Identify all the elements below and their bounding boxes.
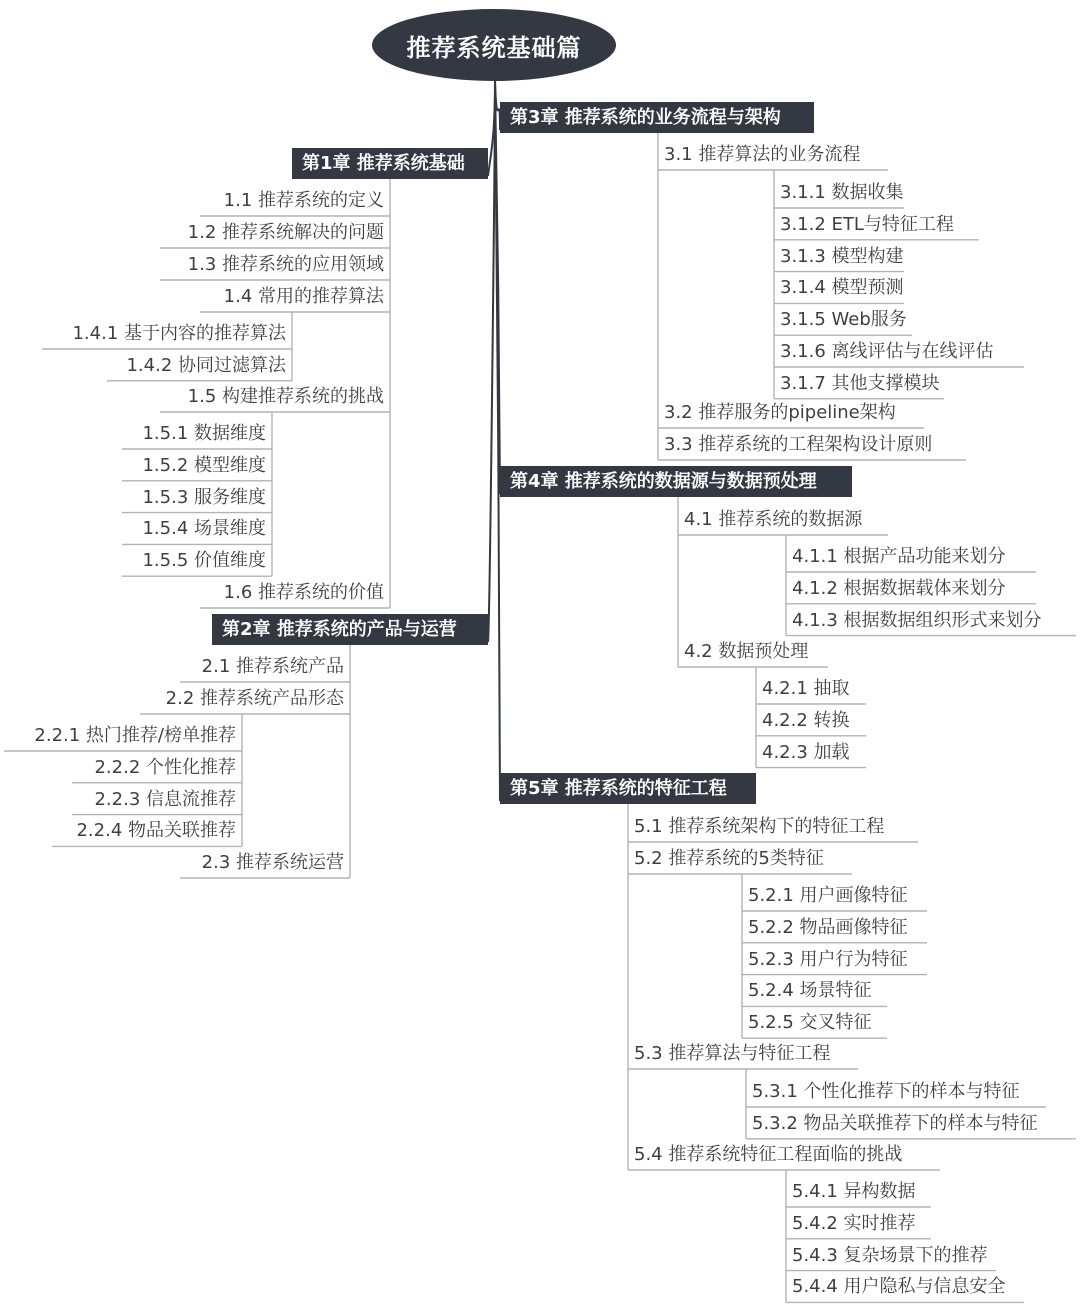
subtopic-3-1-7[interactable]: 3.1.7 其他支撑模块 bbox=[780, 372, 940, 394]
chapter-4[interactable]: 第4章 推荐系统的数据源与数据预处理 bbox=[500, 466, 852, 497]
subtopic-1-5-5[interactable]: 1.5.5 价值维度 bbox=[142, 550, 266, 572]
subtopic-4-1-3[interactable]: 4.1.3 根据数据组织形式来划分 bbox=[792, 609, 1042, 631]
subtopic-3-1-4[interactable]: 3.1.4 模型预测 bbox=[780, 277, 904, 299]
subtopic-5-4-3[interactable]: 5.4.3 复杂场景下的推荐 bbox=[792, 1244, 988, 1266]
topic-3-1[interactable]: 3.1 推荐算法的业务流程 bbox=[664, 144, 861, 165]
subtopic-2-2-3[interactable]: 2.2.3 信息流推荐 bbox=[94, 788, 236, 810]
chapter-3[interactable]: 第3章 推荐系统的业务流程与架构 bbox=[500, 102, 814, 133]
subtopic-2-2-2[interactable]: 2.2.2 个性化推荐 bbox=[94, 756, 236, 778]
subtopic-5-4-1[interactable]: 5.4.1 异构数据 bbox=[792, 1181, 916, 1202]
subtopic-5-4-2[interactable]: 5.4.2 实时推荐 bbox=[792, 1212, 916, 1234]
topic-1-1[interactable]: 1.1 推荐系统的定义 bbox=[223, 190, 384, 211]
topic-5-2[interactable]: 5.2 推荐系统的5类特征 bbox=[634, 848, 824, 869]
subtopic-5-2-4[interactable]: 5.2.4 场景特征 bbox=[748, 980, 872, 1002]
topic-1-6[interactable]: 1.6 推荐系统的价值 bbox=[223, 582, 384, 603]
subtopic-5-3-2[interactable]: 5.3.2 物品关联推荐下的样本与特征 bbox=[752, 1112, 1038, 1134]
subtopic-3-1-2[interactable]: 3.1.2 ETL与特征工程 bbox=[780, 213, 954, 235]
topic-1-3[interactable]: 1.3 推荐系统的应用领域 bbox=[187, 254, 384, 275]
subtopic-5-2-3[interactable]: 5.2.3 用户行为特征 bbox=[748, 948, 908, 970]
topic-2-2[interactable]: 2.2 推荐系统产品形态 bbox=[165, 688, 344, 709]
root-topic[interactable]: 推荐系统基础篇 bbox=[372, 9, 616, 81]
subtopic-4-2-1[interactable]: 4.2.1 抽取 bbox=[762, 678, 850, 699]
topic-1-2[interactable]: 1.2 推荐系统解决的问题 bbox=[187, 222, 384, 243]
subtopic-5-2-1[interactable]: 5.2.1 用户画像特征 bbox=[748, 885, 908, 906]
topic-3-3[interactable]: 3.3 推荐系统的工程架构设计原则 bbox=[664, 434, 933, 455]
subtopic-4-1-2[interactable]: 4.1.2 根据数据载体来划分 bbox=[792, 577, 1006, 599]
topic-5-1[interactable]: 5.1 推荐系统架构下的特征工程 bbox=[634, 816, 885, 837]
subtopic-2-2-4[interactable]: 2.2.4 物品关联推荐 bbox=[76, 820, 236, 842]
topic-5-3[interactable]: 5.3 推荐算法与特征工程 bbox=[634, 1043, 831, 1064]
chapter-1[interactable]: 第1章 推荐系统基础 bbox=[292, 148, 488, 179]
topic-5-4[interactable]: 5.4 推荐系统特征工程面临的挑战 bbox=[634, 1144, 903, 1165]
subtopic-5-2-2[interactable]: 5.2.2 物品画像特征 bbox=[748, 916, 908, 938]
subtopic-5-4-4[interactable]: 5.4.4 用户隐私与信息安全 bbox=[792, 1276, 1006, 1298]
subtopic-1-4-2[interactable]: 1.4.2 协同过滤算法 bbox=[126, 354, 286, 376]
subtopic-4-2-2[interactable]: 4.2.2 转换 bbox=[762, 709, 850, 731]
subtopic-4-1-1[interactable]: 4.1.1 根据产品功能来划分 bbox=[792, 546, 1006, 567]
subtopic-5-2-5[interactable]: 5.2.5 交叉特征 bbox=[748, 1012, 872, 1034]
topic-1-5[interactable]: 1.5 构建推荐系统的挑战 bbox=[187, 386, 384, 407]
subtopic-4-2-3[interactable]: 4.2.3 加载 bbox=[762, 741, 850, 763]
subtopic-5-3-1[interactable]: 5.3.1 个性化推荐下的样本与特征 bbox=[752, 1081, 1020, 1102]
topic-3-2[interactable]: 3.2 推荐服务的pipeline架构 bbox=[664, 402, 896, 423]
subtopic-3-1-6[interactable]: 3.1.6 离线评估与在线评估 bbox=[780, 341, 994, 362]
subtopic-2-2-1[interactable]: 2.2.1 热门推荐/榜单推荐 bbox=[34, 725, 236, 746]
chapter-5[interactable]: 第5章 推荐系统的特征工程 bbox=[500, 773, 756, 804]
topic-4-1[interactable]: 4.1 推荐系统的数据源 bbox=[684, 509, 863, 530]
subtopic-3-1-5[interactable]: 3.1.5 Web服务 bbox=[780, 309, 907, 331]
subtopic-1-4-1[interactable]: 1.4.1 基于内容的推荐算法 bbox=[72, 323, 286, 344]
topic-2-1[interactable]: 2.1 推荐系统产品 bbox=[201, 656, 344, 677]
topic-1-4[interactable]: 1.4 常用的推荐算法 bbox=[223, 286, 384, 307]
subtopic-3-1-3[interactable]: 3.1.3 模型构建 bbox=[780, 245, 904, 267]
subtopic-1-5-2[interactable]: 1.5.2 模型维度 bbox=[142, 454, 266, 476]
subtopic-1-5-1[interactable]: 1.5.1 数据维度 bbox=[142, 423, 266, 444]
subtopic-1-5-3[interactable]: 1.5.3 服务维度 bbox=[142, 486, 266, 508]
topic-2-3[interactable]: 2.3 推荐系统运营 bbox=[201, 852, 344, 873]
topic-4-2[interactable]: 4.2 数据预处理 bbox=[684, 641, 809, 662]
subtopic-3-1-1[interactable]: 3.1.1 数据收集 bbox=[780, 182, 904, 203]
chapter-2[interactable]: 第2章 推荐系统的产品与运营 bbox=[212, 614, 488, 645]
subtopic-1-5-4[interactable]: 1.5.4 场景维度 bbox=[142, 518, 266, 540]
